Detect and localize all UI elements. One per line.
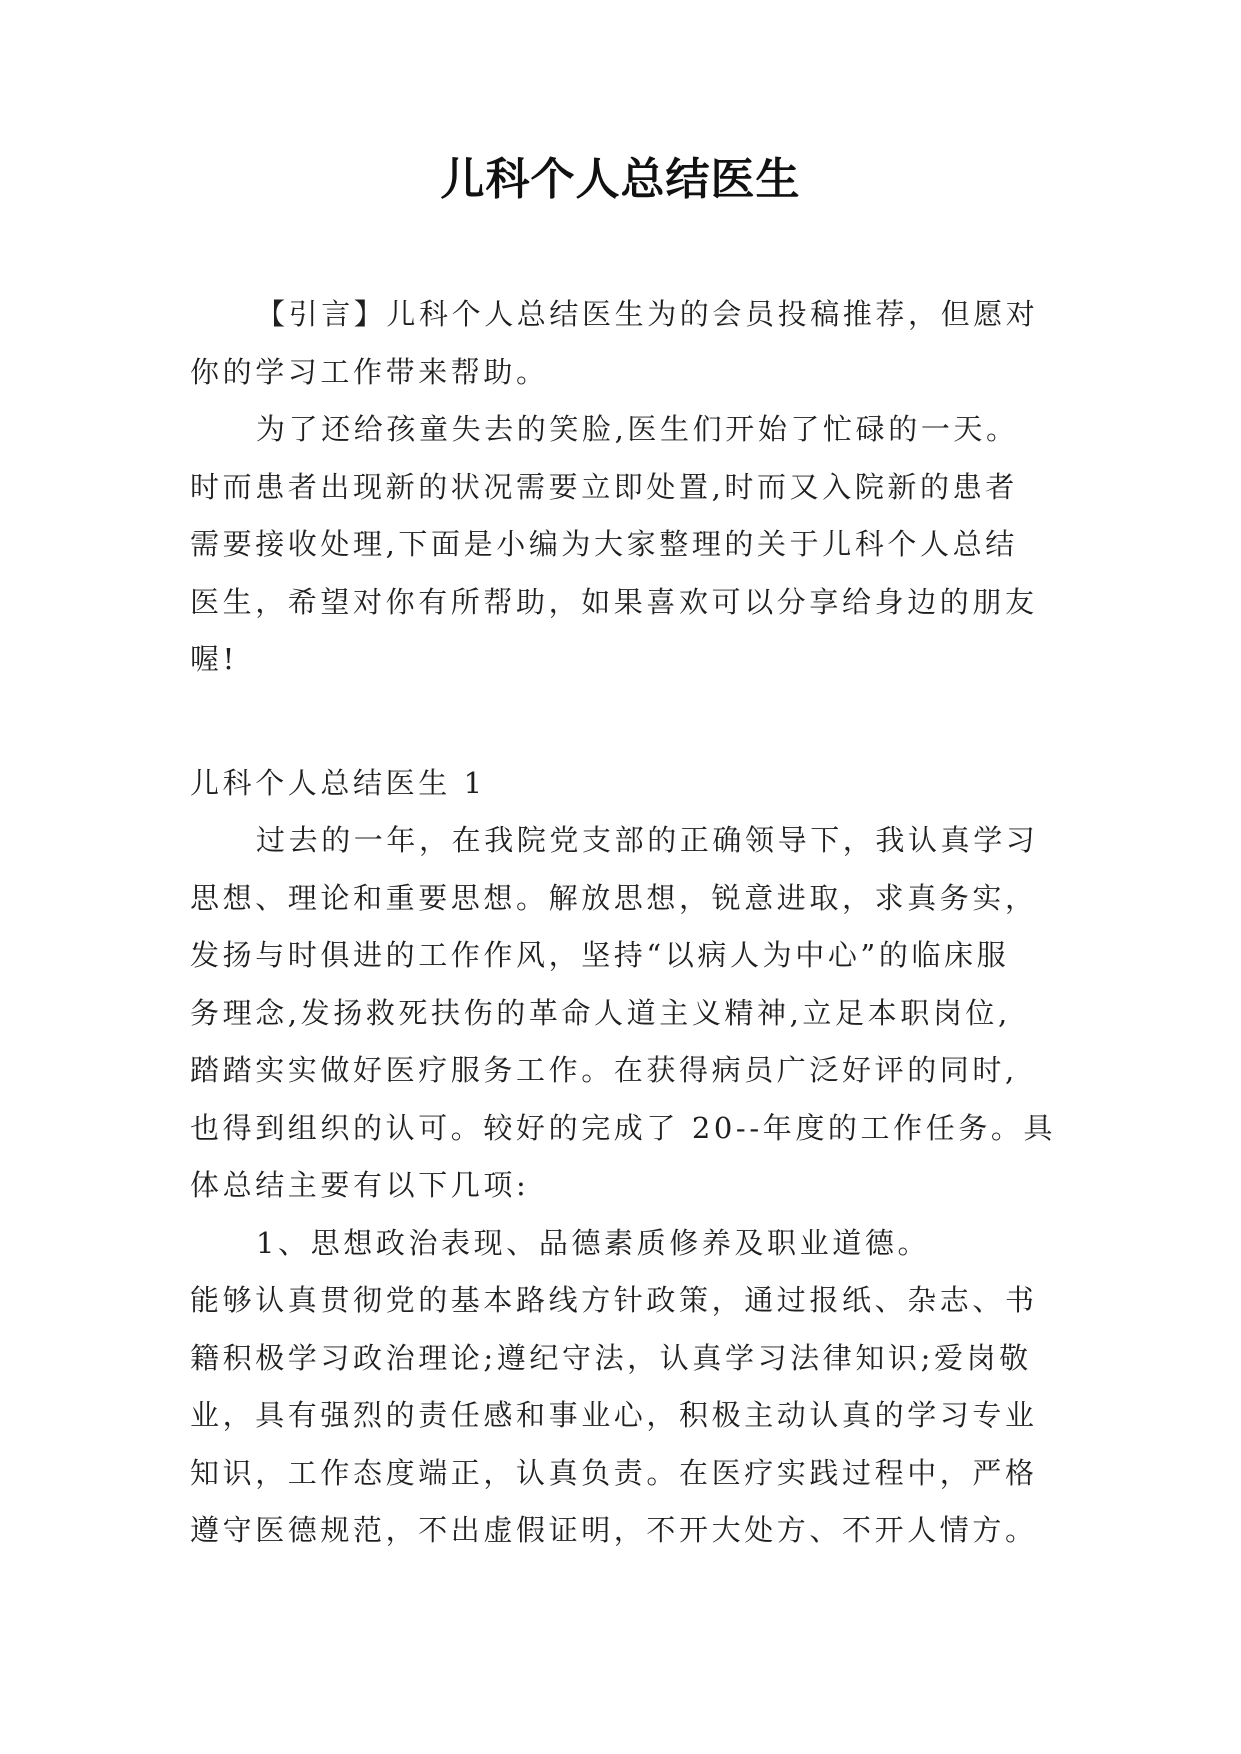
document-title: 儿科个人总结医生 [440,154,801,205]
paragraph-line: 能够认真贯彻党的基本路线方针政策，通过报纸、杂志、书 [190,1283,1038,1317]
paragraph-line: 务理念,发扬救死扶伤的革命人道主义精神,立足本职岗位, [190,995,1011,1030]
paragraph-line: 过去的一年，在我院党支部的正确领导下，我认真学习 [256,823,1039,857]
paragraph-line: 发扬与时俱进的工作作风，坚持“以病人为中心”的临床服 [190,938,1010,972]
document-body [190,286,1060,1560]
paragraph-line: 时而患者出现新的状况需要立即处置,时而又入院新的患者 [190,469,1018,504]
intro-line-1: 【引言】儿科个人总结医生为的会员投稿推荐，但愿对 [256,297,1039,331]
paragraph-line: 遵守医德规范，不出虚假证明，不开大处方、不开人情方。 [190,1513,1038,1547]
paragraph-line: 踏踏实实做好医疗服务工作。在获得病员广泛好评的同时, [190,1053,1018,1087]
paragraph-line: 思想、理论和重要思想。解放思想，锐意进取，求真务实， [190,880,1038,915]
paragraph-line: 医生，希望对你有所帮助，如果喜欢可以分享给身边的朋友 [190,584,1038,619]
paragraph-line: 知识，工作态度端正，认真负责。在医疗实践过程中，严格 [190,1455,1038,1490]
paragraph-line: 也得到组织的认可。较好的完成了 20--年度的工作任务。具 [190,1110,1057,1145]
section-heading: 儿科个人总结医生 1 [190,765,486,800]
paragraph-line: 喔! [190,642,238,676]
paragraph-line: 需要接收处理,下面是小编为大家整理的关于儿科个人总结 [190,527,1018,561]
paragraph-line: 籍积极学习政治理论;遵纪守法，认真学习法律知识;爱岗敬 [190,1340,1032,1375]
list-item-heading: 1、思想政治表现、品德素质修养及职业道德。 [256,1225,931,1260]
intro-line-2: 你的学习工作带来帮助。 [190,354,549,389]
paragraph-line: 体总结主要有以下几项: [190,1168,530,1202]
paragraph-line: 为了还给孩童失去的笑脸,医生们开始了忙碌的一天。 [256,412,1019,446]
paragraph-line: 业，具有强烈的责任感和事业心，积极主动认真的学习专业 [190,1398,1038,1432]
